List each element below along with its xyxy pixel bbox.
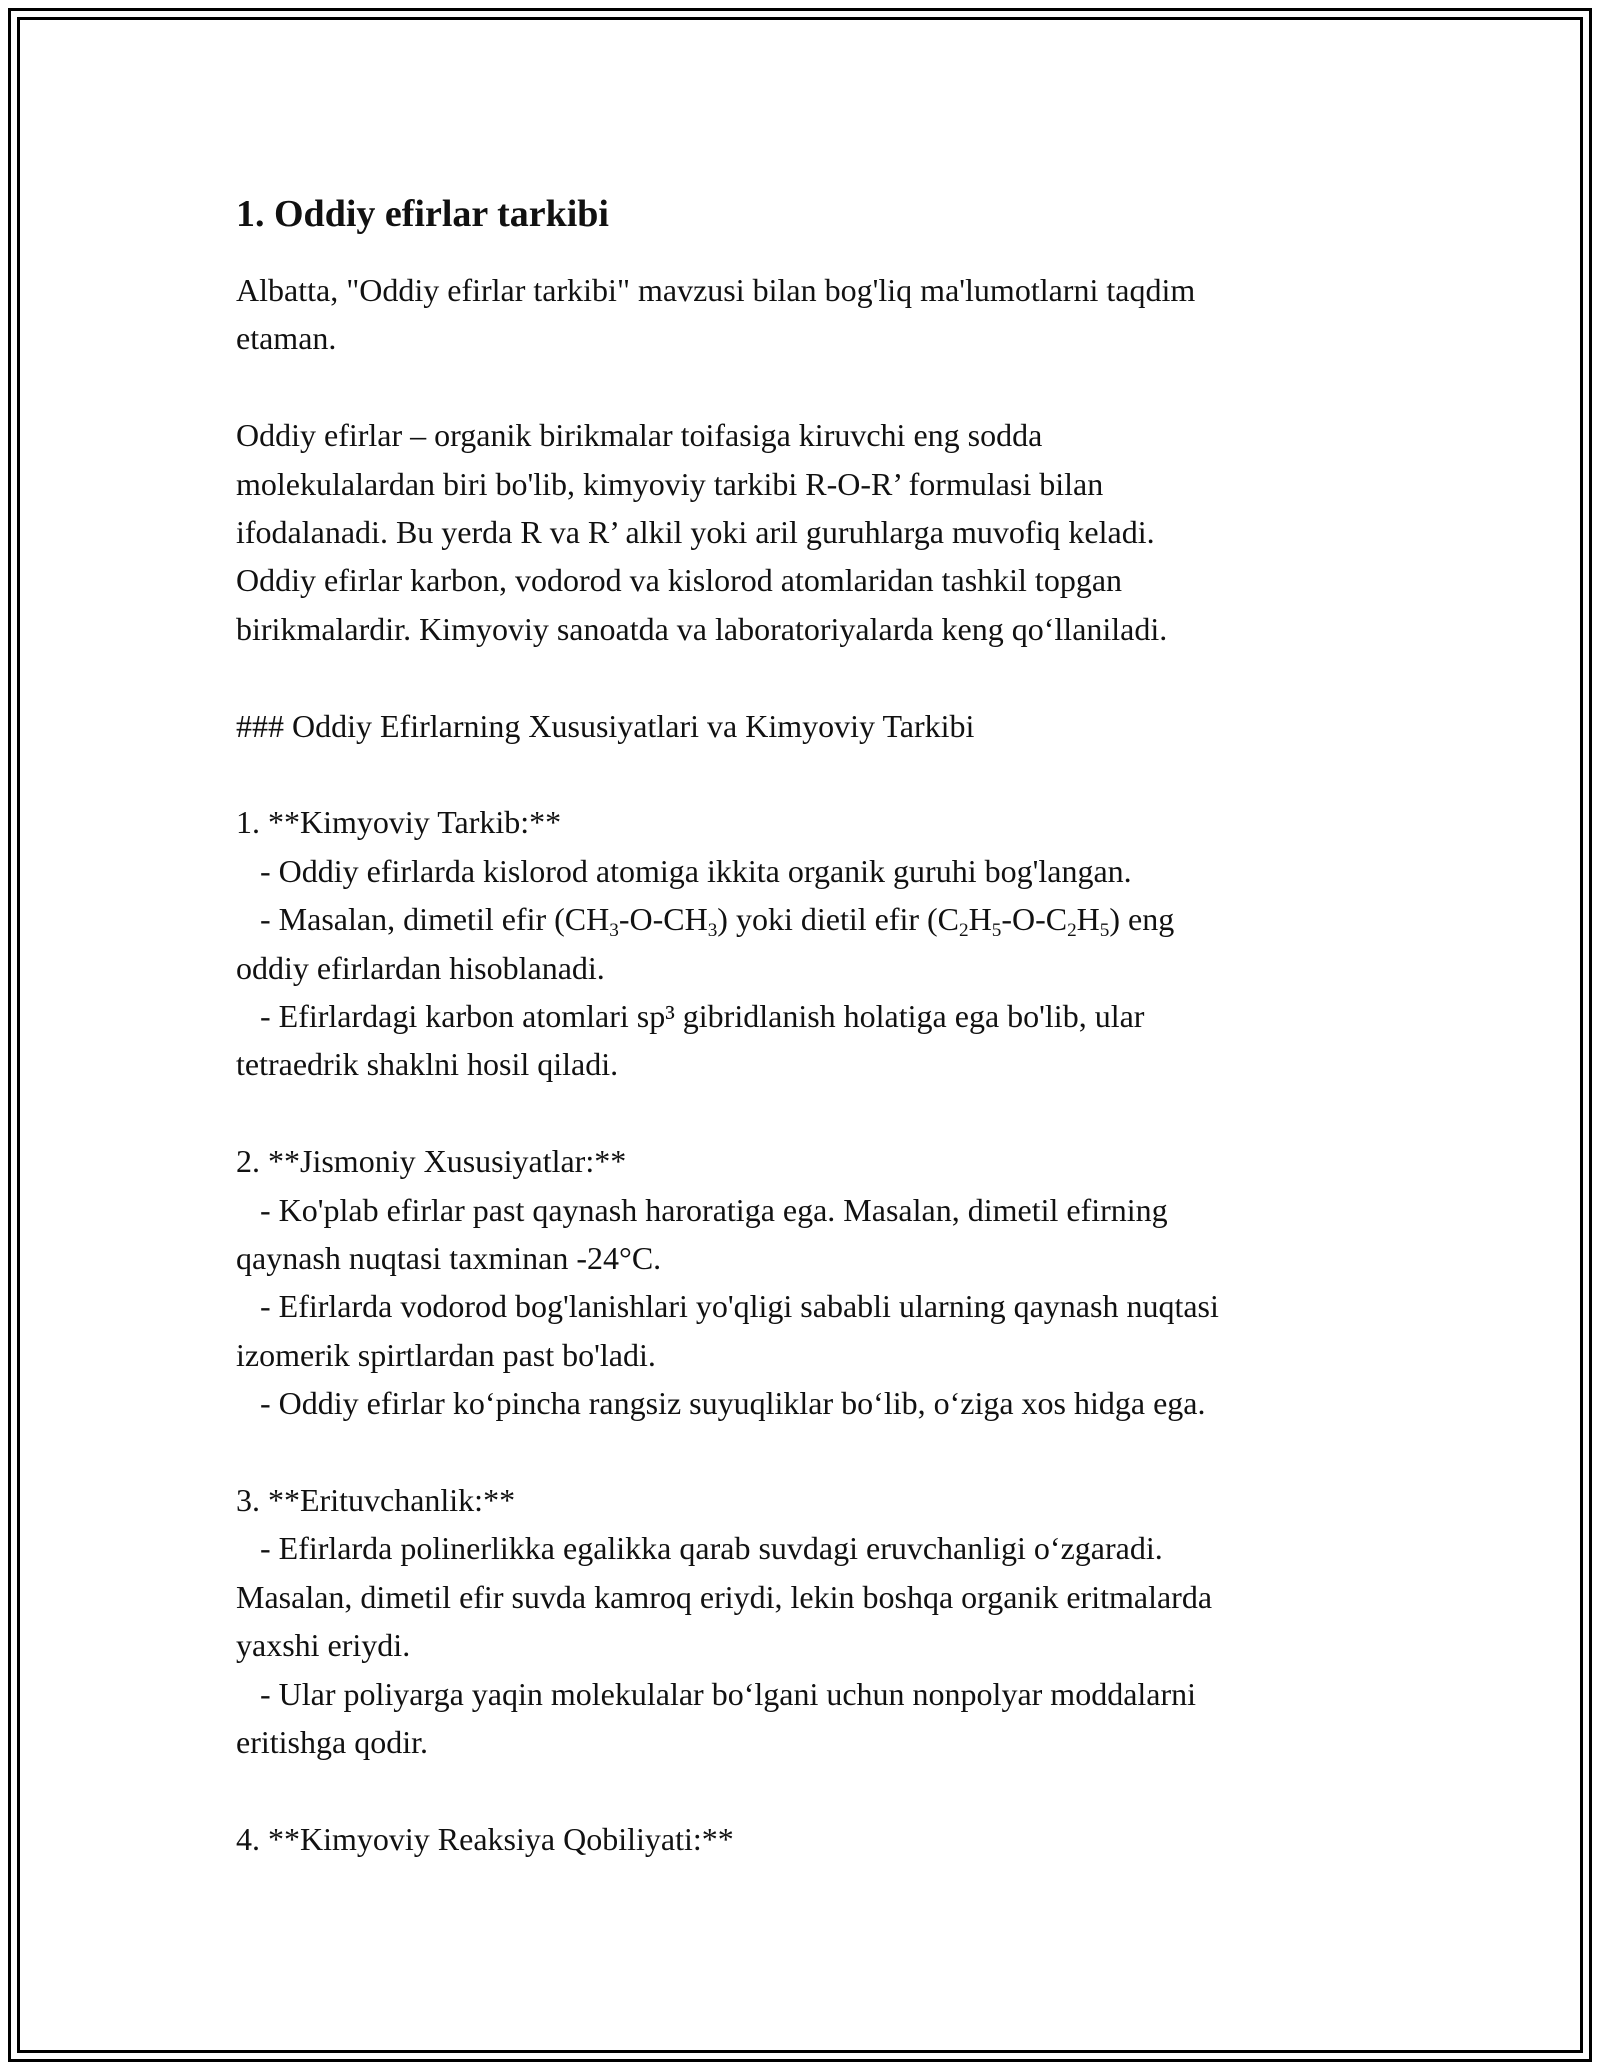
list-item: - Masalan, dimetil efir $(CH_3-O-CH_3)$ yoki dietil efir $(C_2H_5-O-C_2H_5)$ eng (236, 901, 1175, 941)
text-line: Oddiy efirlar karbon, vodorod va kislorod atomlaridan tashkil topgan (236, 562, 1123, 599)
list-item: - Ko'plab efirlar past qaynash haroratiga ega. Masalan, dimetil efirning (236, 1191, 1168, 1228)
section-physical-properties (236, 1137, 1366, 1427)
text-line: etaman. (236, 320, 337, 357)
list-item-continuation: qaynash nuqtasi taxminan -24°C. (236, 1240, 662, 1277)
list-item-continuation: Masalan, dimetil efir suvda kamroq eriydi, lekin boshqa organik eritmalarda (236, 1578, 1213, 1615)
section-heading: 1. **Kimyoviy Tarkib:** (236, 804, 562, 841)
section-chemical-composition (236, 798, 1366, 1088)
list-item-continuation: tetraedrik shaklni hosil qiladi. (236, 1046, 619, 1083)
list-item: - Ular poliyarga yaqin molekulalar bo‘lgani uchun nonpolyar moddalarni (236, 1675, 1197, 1712)
list-item: - Oddiy efirlarda kislorod atomiga ikkita organik guruhi bog'langan. (236, 852, 1132, 889)
section-heading: 4. **Kimyoviy Reaksiya Qobiliyati:** (236, 1820, 734, 1857)
list-item-continuation: yaxshi eriydi. (236, 1627, 411, 1664)
section-heading: 3. **Erituvchanlik:** (236, 1482, 516, 1519)
list-item: - Efirlardagi karbon atomlari sp³ gibridlanish holatiga ega bo'lib, ular (236, 998, 1145, 1035)
list-item: - Oddiy efirlar ko‘pincha rangsiz suyuqliklar bo‘lib, o‘ziga xos hidga ega. (236, 1385, 1206, 1422)
section-subheading (236, 702, 1366, 750)
text-line: molekulalardan biri bo'lib, kimyoviy tarkibi R-O-R’ formulasi bilan (236, 465, 1104, 502)
page-title: 1. Oddiy efirlar tarkibi (236, 193, 609, 235)
document-body (236, 186, 1366, 1863)
definition-paragraph (236, 411, 1366, 653)
section-solubility (236, 1476, 1366, 1766)
section-chemical-reactivity (236, 1815, 1366, 1863)
text-line: ifodalanadi. Bu yerda R va R’ alkil yoki aril guruhlarga muvofiq keladi. (236, 514, 1155, 551)
intro-paragraph (236, 266, 1366, 363)
subheading-text: ### Oddiy Efirlarning Xususiyatlari va Kimyoviy Tarkibi (236, 707, 975, 744)
list-item-continuation: eritishga qodir. (236, 1724, 428, 1761)
text-line: Albatta, "Oddiy efirlar tarkibi" mavzusi bilan bog'liq ma'lumotlarni taqdim (236, 272, 1196, 308)
list-item: - Efirlarda vodorod bog'lanishlari yo'qligi sababli ularning qaynash nuqtasi (236, 1288, 1219, 1325)
list-item-continuation: izomerik spirtlardan past bo'ladi. (236, 1336, 656, 1373)
list-item: - Efirlarda polinerlikka egalikka qarab suvdagi eruvchanligi o‘zgaradi. (236, 1530, 1163, 1567)
section-heading: 2. **Jismoniy Xususiyatlar:** (236, 1143, 627, 1180)
text-line: birikmalardir. Kimyoviy sanoatda va laboratoriyalarda keng qo‘llaniladi. (236, 610, 1168, 647)
text-line: Oddiy efirlar – organik birikmalar toifasiga kiruvchi eng sodda (236, 417, 1043, 454)
list-item-continuation: oddiy efirlardan hisoblanadi. (236, 949, 605, 986)
